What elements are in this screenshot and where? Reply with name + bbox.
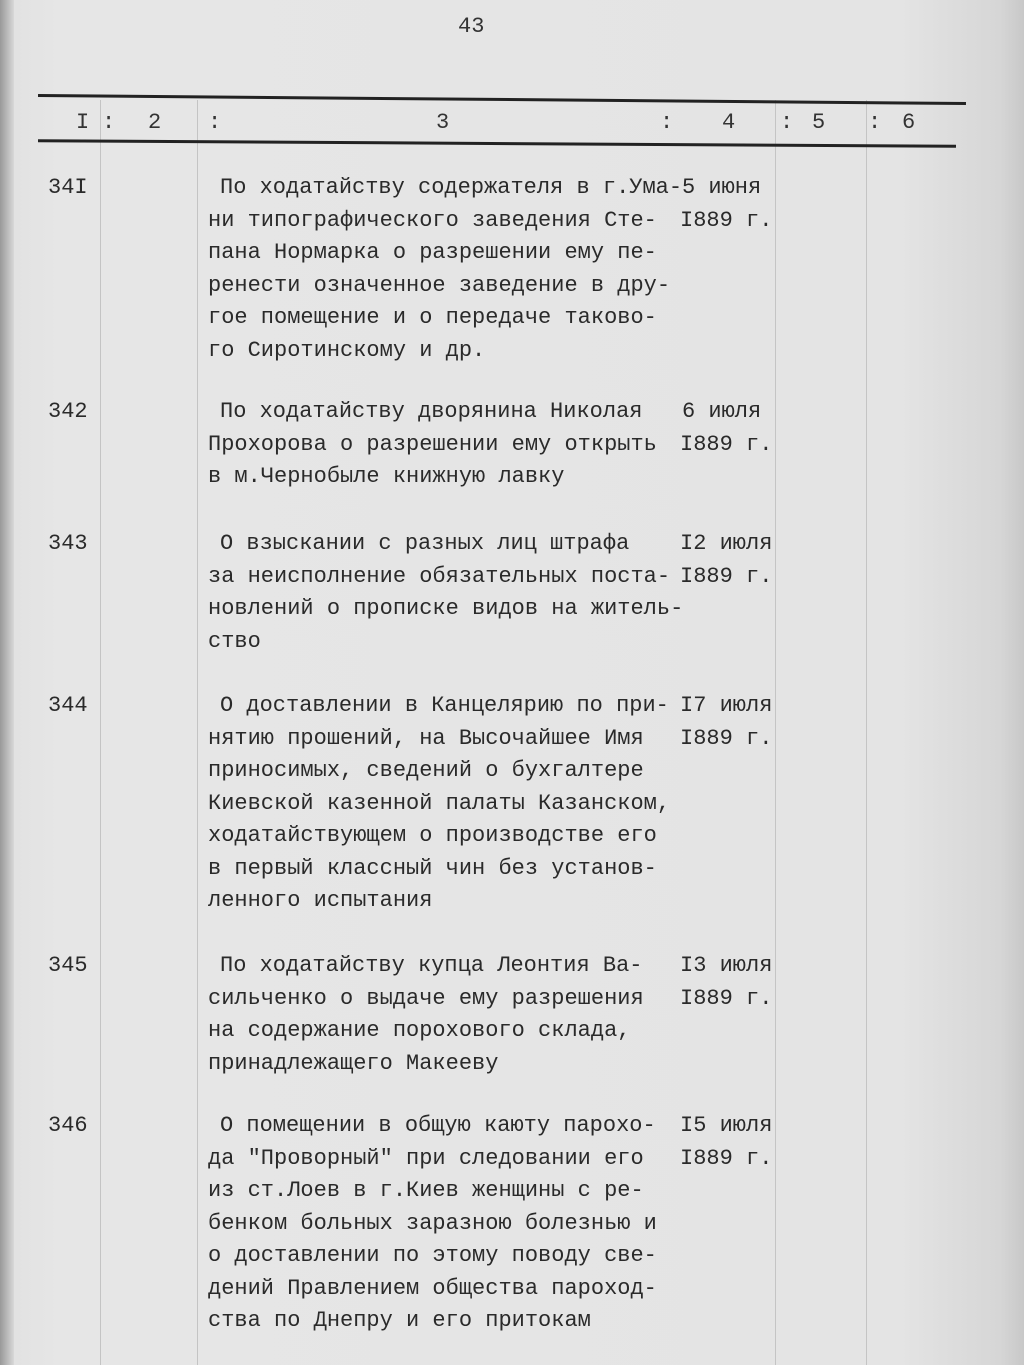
entry-date <box>668 690 772 755</box>
header-col-1: I <box>76 110 90 135</box>
entry-number: 342 <box>48 399 88 424</box>
description-line: да "Проворный" при следовании его <box>208 1145 644 1171</box>
entry-number: 343 <box>48 531 88 556</box>
book-binding <box>0 0 14 1365</box>
entry-description <box>208 528 683 658</box>
description-line: ни типографического заведения Сте- <box>208 207 657 233</box>
description-line: принадлежащего Макееву <box>208 1050 499 1076</box>
description-line: о доставлении по этому поводу све- <box>208 1243 657 1268</box>
date-line: I889 г. <box>680 1145 773 1171</box>
entry-date <box>668 1110 772 1175</box>
column-divider <box>100 100 101 1365</box>
description-line: за неисполнение обязательных поста- <box>208 563 671 589</box>
entry-description <box>208 1110 657 1338</box>
description-line: ренести означенное заведение в дру- <box>208 272 671 298</box>
description-line: приносимых, сведений о бухгалтере <box>208 758 644 783</box>
description-line: О доставлении в Канцелярию по при- <box>220 693 669 718</box>
date-line: I3 июля <box>680 953 773 978</box>
date-line: I889 г. <box>680 725 773 751</box>
description-line: новлений о прописке видов на житель- <box>208 596 684 621</box>
entry-date <box>668 396 772 461</box>
description-line: в первый классный чин без установ- <box>208 855 657 881</box>
header-col-4: 4 <box>722 110 736 135</box>
description-line: гое помещение и о передаче таково- <box>208 305 657 330</box>
description-line: ходатайствующем о производстве его <box>208 823 657 848</box>
header-rule-top <box>38 94 966 105</box>
date-line: I5 июля <box>680 1113 773 1138</box>
description-line: О взыскании с разных лиц штрафа <box>220 531 630 556</box>
header-col-3: 3 <box>436 110 450 135</box>
date-line: 5 июня <box>682 175 762 200</box>
entry-number: 345 <box>48 953 88 978</box>
description-line: По ходатайству купца Леонтия Ва- <box>220 953 643 978</box>
description-line: пана Нормарка о разрешении ему пе- <box>208 240 657 265</box>
description-line: на содержание порохового склада, <box>208 1018 631 1043</box>
entry-number: 346 <box>48 1113 88 1138</box>
entry-description <box>208 396 657 494</box>
date-line: I889 г. <box>680 431 773 457</box>
entry-date <box>668 950 772 1015</box>
header-col-6: 6 <box>902 110 916 135</box>
description-line: По ходатайству дворянина Николая <box>220 399 643 424</box>
entry-description <box>208 690 670 918</box>
entry-number: 34I <box>48 175 88 200</box>
date-line: I889 г. <box>680 207 773 233</box>
page-number: 43 <box>458 14 485 39</box>
description-line: сильченко о выдаче ему разрешения <box>208 985 644 1011</box>
description-line: ленного испытания <box>208 888 433 913</box>
entry-description <box>208 172 682 367</box>
entry-date <box>668 528 772 593</box>
description-line: в м.Чернобыле книжную лавку <box>208 464 565 489</box>
date-line: I889 г. <box>680 563 773 589</box>
entry-number: 344 <box>48 693 88 718</box>
description-line: Прохорова о разрешении ему открыть <box>208 431 657 457</box>
date-line: I7 июля <box>680 693 773 718</box>
header-col-2: 2 <box>148 110 162 135</box>
header-col-5: 5 <box>812 110 826 135</box>
description-line: Киевской казенной палаты Казанском, <box>208 790 671 816</box>
description-line: го Сиротинскому и др. <box>208 337 486 363</box>
entry-date <box>668 172 772 237</box>
column-divider <box>866 100 867 1365</box>
description-line: По ходатайству содержателя в г.Ума- <box>220 175 683 200</box>
column-divider <box>775 100 776 1365</box>
description-line: из ст.Лоев в г.Киев женщины с ре- <box>208 1178 644 1203</box>
column-divider <box>197 100 198 1365</box>
header-rule-bottom <box>38 139 956 148</box>
description-line: дений Правлением общества пароход- <box>208 1275 657 1301</box>
entry-description <box>208 950 644 1080</box>
description-line: ство <box>208 628 261 654</box>
description-line: бенком больных заразною болезнью и <box>208 1210 657 1236</box>
description-line: нятию прошений, на Высочайшее Имя <box>208 725 644 751</box>
date-line: I889 г. <box>680 985 773 1011</box>
description-line: О помещении в общую каюту парохо- <box>220 1113 656 1138</box>
date-line: 6 июля <box>682 399 762 424</box>
date-line: I2 июля <box>680 531 773 556</box>
description-line: ства по Днепру и его притокам <box>208 1308 591 1333</box>
